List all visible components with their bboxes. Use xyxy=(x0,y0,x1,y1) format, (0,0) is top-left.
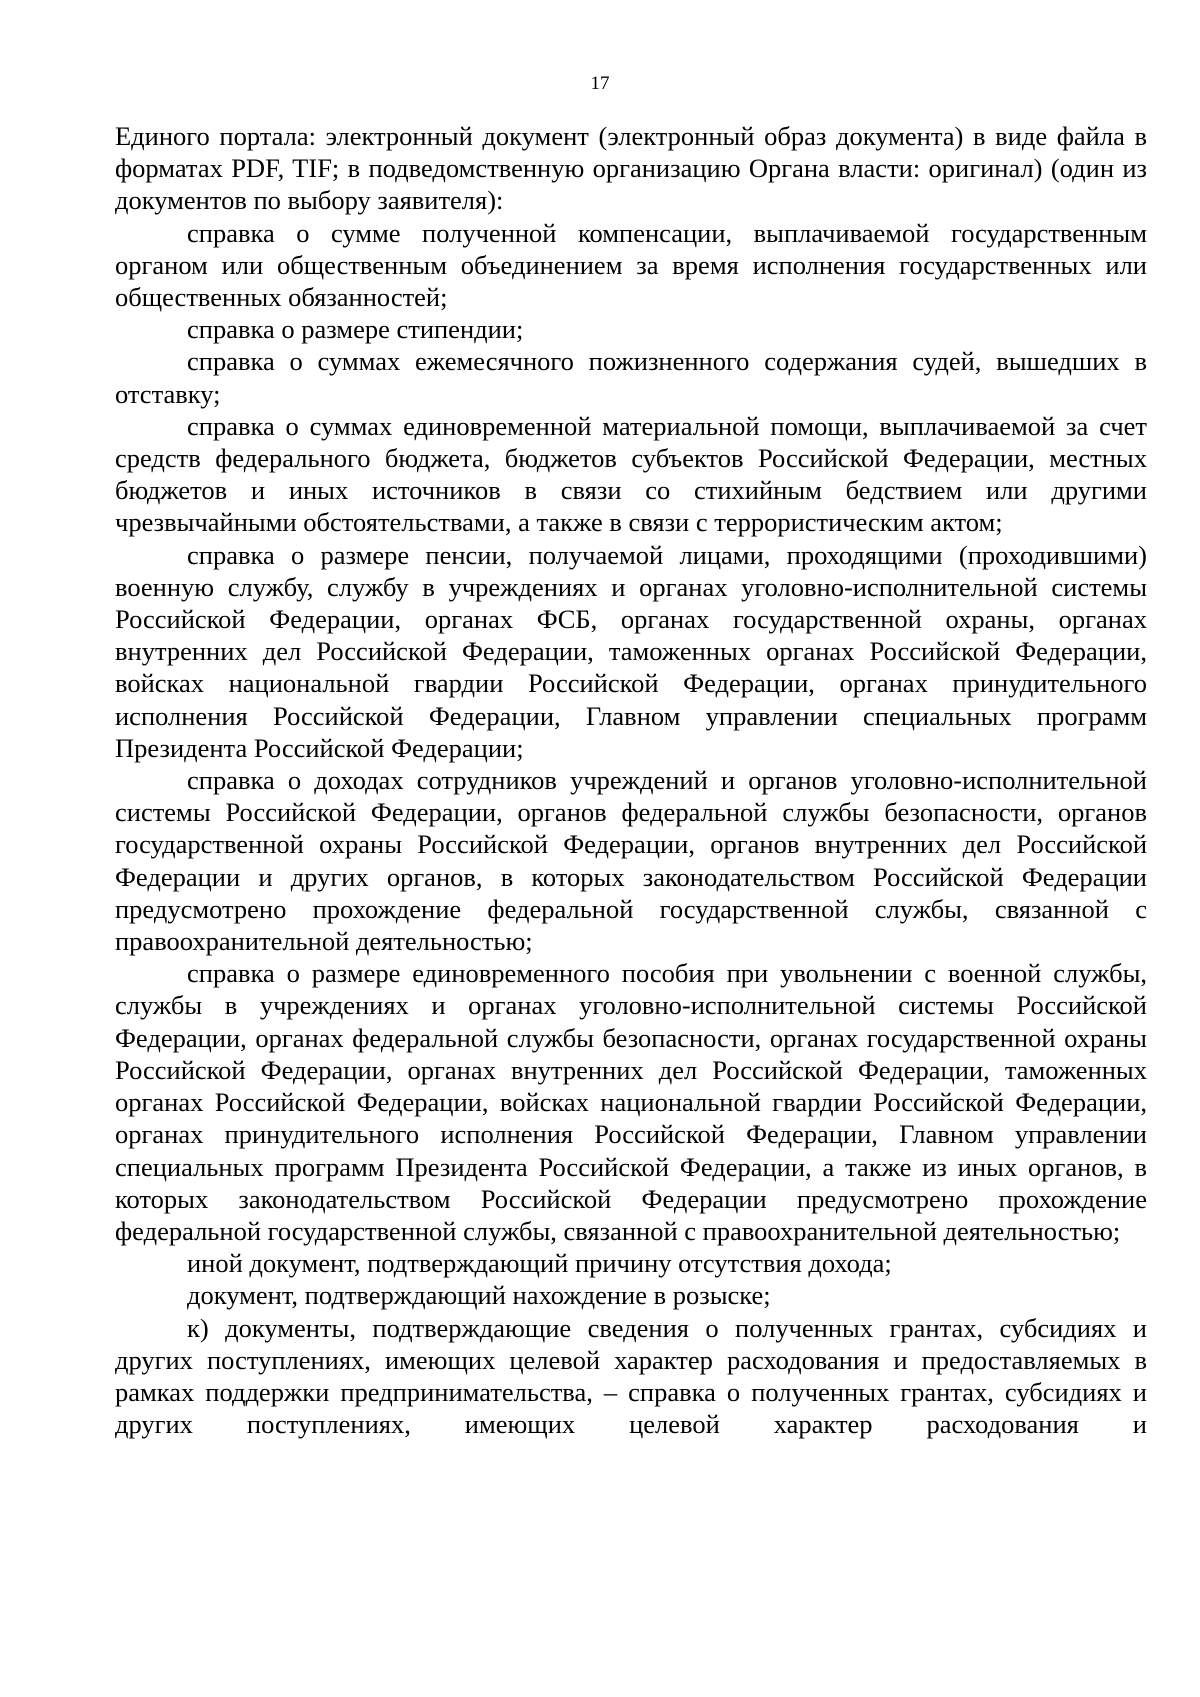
paragraph: справка о сумме полученной компенсации, выплачиваемой государственным органом или общественным объединением за время исполнения государственных или общественных обязанностей; xyxy=(115,217,1147,313)
paragraph: справка о размере единовременного пособия при увольнении с военной службы, службы в учреждениях и органах уголовно-исполнительной системы Российской Федерации, органах федеральной службы безопасности, органах государственной охраны Российской Федерации, органах внутренних дел Российской Федерации, таможенных органах Российской Федерации, войсках национальной гвардии Российской Федерации, органах принудительного исполнения Российской Федерации, Главном управлении специальных программ Президента Российской Федерации, а также из иных органов, в которых законодательством Российской Федерации предусмотрено прохождение федеральной государственной службы, связанной с правоохранительной деятельностью; xyxy=(115,958,1147,1246)
paragraph: иной документ, подтверждающий причину отсутствия дохода; xyxy=(187,1248,892,1279)
paragraph: документ, подтверждающий нахождение в розыске; xyxy=(187,1280,771,1311)
page-number: 17 xyxy=(590,73,610,94)
paragraph: справка о суммах ежемесячного пожизненного содержания судей, вышедших в отставку; xyxy=(115,346,1147,409)
paragraph: к) документы, подтверждающие сведения о полученных грантах, субсидиях и других поступлениях, имеющих целевой характер расходования и предоставляемых в рамках поддержки предпринимательства, – справка о полученных грантах, субсидиях и других поступлениях, имеющих целевой характер расходования и xyxy=(115,1312,1147,1440)
paragraph: справка о суммах единовременной материальной помощи, выплачиваемой за счет средств федерального бюджета, бюджетов субъектов Российской Федерации, местных бюджетов и иных источников в связи со стихийным бедствием или другими чрезвычайными обстоятельствами, а также в связи с террористическим актом; xyxy=(115,410,1147,538)
paragraph: справка о размере пенсии, получаемой лицами, проходящими (проходившими) военную службу, службу в учреждениях и органах уголовно-исполнительной системы Российской Федерации, органах ФСБ, органах государственной охраны, органах внутренних дел Российской Федерации, таможенных органах Российской Федерации, войсках национальной гвардии Российской Федерации, органах принудительного исполнения Российской Федерации, Главном управлении специальных программ Президента Российской Федерации; xyxy=(115,539,1147,763)
paragraph: справка о доходах сотрудников учреждений и органов уголовно-исполнительной системы Российской Федерации, органов федеральной службы безопасности, органов государственной охраны Российской Федерации, органов внутренних дел Российской Федерации и других органов, в которых законодательством Российской Федерации предусмотрено прохождение федеральной государственной службы, связанной с правоохранительной деятельностью; xyxy=(115,765,1147,957)
paragraph: справка о размере стипендии; xyxy=(187,314,524,345)
document-body xyxy=(115,120,1147,1440)
paragraph: Единого портала: электронный документ (электронный образ документа) в виде файла в форматах PDF, TIF; в подведомственную организацию Органа власти: оригинал) (один из документов по выбору заявителя): xyxy=(115,121,1147,216)
